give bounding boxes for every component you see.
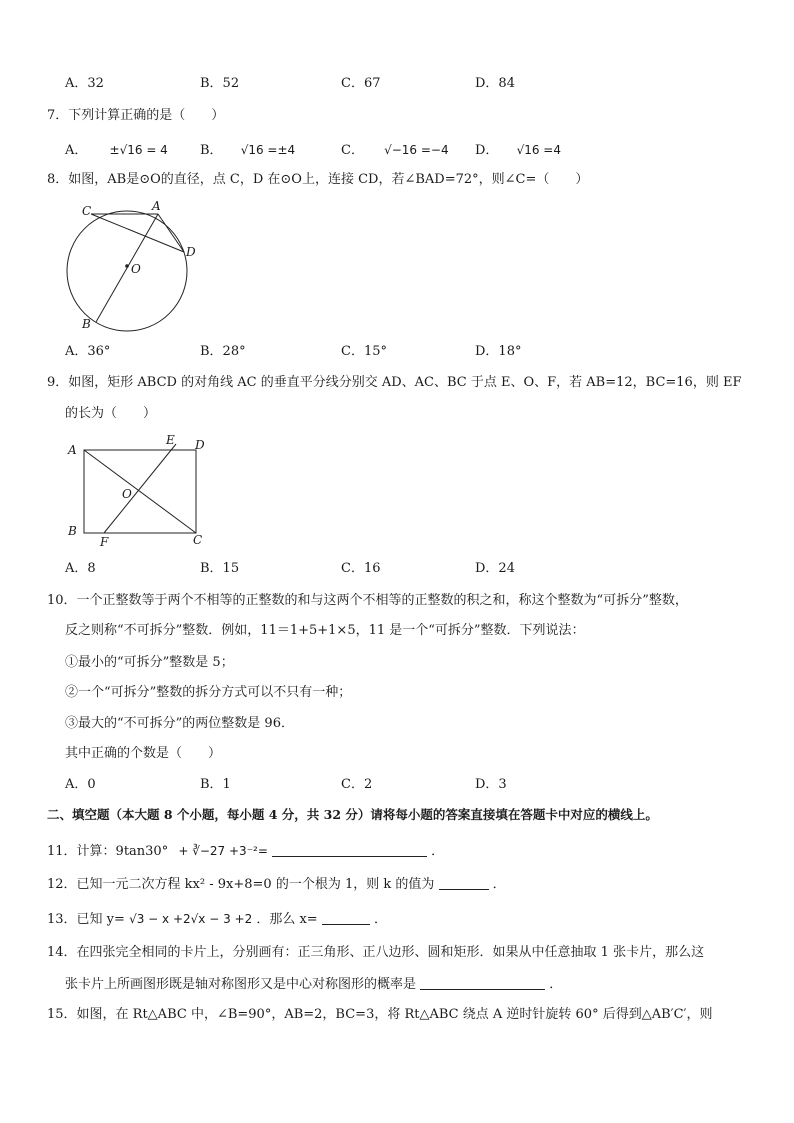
q13 xyxy=(47,910,387,929)
q7-option-a xyxy=(65,141,168,160)
q9-label-e: E xyxy=(166,433,175,447)
q7-b-label: B． xyxy=(200,143,223,158)
q9-label-f: F xyxy=(100,535,109,549)
q7-stem: 7．下列计算正确的是（ ） xyxy=(47,108,225,123)
q6-option-a: A．32 xyxy=(65,76,104,91)
q13-end: ． xyxy=(373,912,387,927)
q6-option-b: B．52 xyxy=(200,76,240,91)
q9-rectangle-figure xyxy=(62,432,222,552)
q10-stem-line2: 反之则称“不可拆分”整数．例如，11＝1+5+1×5，11 是一个“可拆分”整数．下列说法： xyxy=(65,623,585,638)
q9-option-c: C．16 xyxy=(341,561,381,576)
q7-d-label: D． xyxy=(475,143,499,158)
q14-end: ． xyxy=(549,977,563,992)
q8-option-c: C．15° xyxy=(341,344,387,359)
q11-expr: + ∛−27 +3⁻²= xyxy=(178,844,268,858)
q10-statement-3: ③最大的“不可拆分”的两位整数是 96． xyxy=(65,716,294,731)
q8-stem: 8．如图，AB是⊙O的直径，点 C，D 在⊙O上，连接 CD，若∠BAD=72°，则∠C=（ ） xyxy=(47,172,589,187)
q10-option-d: D．3 xyxy=(475,777,507,792)
q10-option-b: B．1 xyxy=(200,777,231,792)
q7-c-expr: √−16 =−4 xyxy=(384,143,449,157)
q11-end: ． xyxy=(431,844,445,859)
q8-label-b: B xyxy=(82,317,91,331)
q8-label-o: O xyxy=(131,262,141,276)
q7-d-expr: √16 =4 xyxy=(516,143,561,157)
q7-c-label: C． xyxy=(341,143,364,158)
q7-option-c xyxy=(341,141,449,160)
q8-label-c: C xyxy=(82,204,92,218)
q12-end: ． xyxy=(492,877,506,892)
q11-prefix: 11．计算：9tan30° xyxy=(47,844,169,859)
q7-option-d xyxy=(475,141,561,160)
q8-circle-figure xyxy=(62,196,212,336)
q10-option-c: C．2 xyxy=(341,777,373,792)
q7-option-b xyxy=(200,141,295,160)
q12-answer-blank[interactable] xyxy=(439,875,489,890)
q9-option-a: A．8 xyxy=(65,561,96,576)
q9-stem-line1: 9．如图，矩形 ABCD 的对角线 AC 的垂直平分线分别交 AD、AC、BC 于点 E、O、F，若 AB=12，BC=16，则 EF xyxy=(47,375,742,390)
q11-answer-blank[interactable] xyxy=(272,842,427,857)
q7-b-expr: √16 =±4 xyxy=(240,143,296,157)
q10-ask: 其中正确的个数是（ ） xyxy=(65,746,222,761)
q14-line1: 14．在四张完全相同的卡片上，分别画有：正三角形、正八边形、圆和矩形．如果从中任意抽取 1 张卡片，那么这 xyxy=(47,945,705,960)
q14-line2-text: 张卡片上所画图形既是轴对称图形又是中心对称图形的概率是 xyxy=(65,977,417,992)
q8-label-a: A xyxy=(152,199,161,213)
q12 xyxy=(47,875,506,894)
q9-stem-line2: 的长为（ ） xyxy=(65,406,157,421)
q10-statement-2: ②一个“可拆分”整数的拆分方式可以不只有一种； xyxy=(65,685,352,700)
q7-a-expr: ±√16 = 4 xyxy=(109,143,168,157)
q10-option-a: A．0 xyxy=(65,777,96,792)
q7-a-label: A． xyxy=(65,143,88,158)
q13-answer-blank[interactable] xyxy=(322,910,370,925)
q9-label-a: A xyxy=(68,443,77,457)
q8-option-d: D．18° xyxy=(475,344,522,359)
q14-line2 xyxy=(65,975,562,994)
q10-statement-1: ①最小的“可拆分”整数是 5； xyxy=(65,655,234,670)
q9-line-ef xyxy=(104,444,176,533)
q15-line1: 15．如图，在 Rt△ABC 中，∠B=90°，AB=2，BC=3，将 Rt△ABC 绕点 A 逆时针旋转 60° 后得到△AB′C′，则 xyxy=(47,1007,713,1022)
q8-option-a: A．36° xyxy=(65,344,111,359)
q12-text: 12．已知一元二次方程 kx² - 9x+8=0 的一个根为 1，则 k 的值为 xyxy=(47,877,435,892)
q8-diameter-ab xyxy=(96,214,158,322)
q14-answer-blank[interactable] xyxy=(420,975,545,990)
q6-option-d: D．84 xyxy=(475,76,515,91)
q9-diagonal-ac xyxy=(84,450,196,533)
q8-center-dot xyxy=(125,264,129,268)
q9-label-c: C xyxy=(193,533,203,547)
q9-label-d: D xyxy=(195,438,205,452)
q8-label-d: D xyxy=(186,245,196,259)
q6-option-c: C．67 xyxy=(341,76,381,91)
q11 xyxy=(47,842,444,861)
q9-option-b: B．15 xyxy=(200,561,240,576)
q8-option-b: B．28° xyxy=(200,344,246,359)
q13-expr: √3 − x +2√x − 3 +2 xyxy=(129,912,253,926)
q13-prefix: 13．已知 y= xyxy=(47,912,125,927)
q9-option-d: D．24 xyxy=(475,561,515,576)
q8-chord-cd xyxy=(91,214,184,252)
q10-stem-line1: 10．一个正整数等于两个不相等的正整数的和与这两个不相等的正整数的积之和，称这个整数为“可拆分”整数， xyxy=(47,593,688,608)
q9-label-o: O xyxy=(122,487,132,501)
q13-mid: ．那么 x= xyxy=(256,912,318,927)
section-2-heading: 二、填空题（本大题 8 个小题，每小题 4 分，共 32 分）请将每小题的答案直接填在答题卡中对应的横线上。 xyxy=(47,807,658,822)
q9-label-b: B xyxy=(68,524,77,538)
